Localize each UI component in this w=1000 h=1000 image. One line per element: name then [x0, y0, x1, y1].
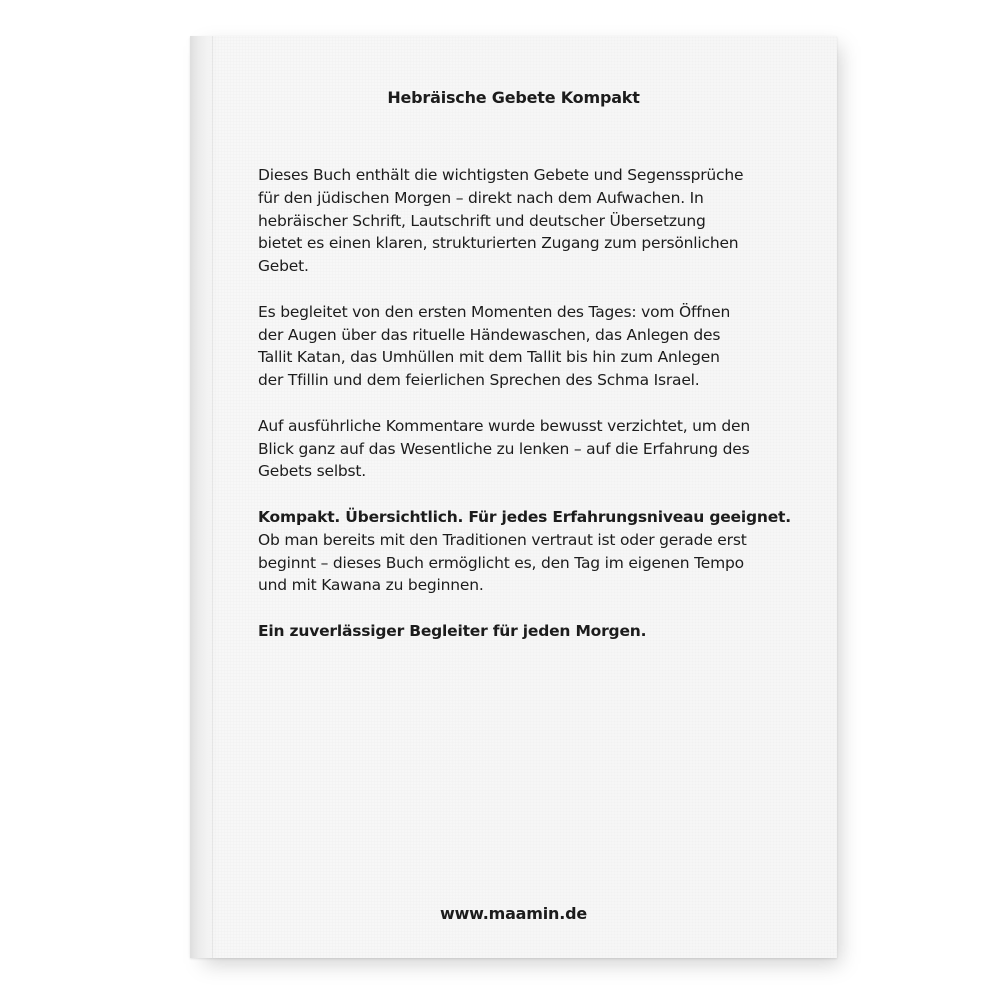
blurb-paragraph-1: [258, 164, 818, 278]
blurb-line: der Tfillin und dem feierlichen Sprechen des Schma Israel.: [258, 371, 700, 390]
blurb-line: Tallit Katan, das Umhüllen mit dem Tallit bis hin zum Anlegen: [258, 348, 720, 367]
blurb-text: [258, 164, 818, 666]
book-back-cover: [190, 36, 837, 958]
spine-crease-line: [212, 36, 213, 958]
blurb-line: Gebets selbst.: [258, 462, 367, 481]
blurb-paragraph-3: [258, 415, 818, 483]
blurb-line: Dieses Buch enthält die wichtigsten Gebete und Segenssprüche: [258, 166, 744, 184]
blurb-line: Es begleitet von den ersten Momenten des Tages: vom Öffnen: [258, 302, 731, 321]
blurb-line: der Augen über das rituelle Händewaschen, das Anlegen des: [258, 325, 721, 344]
blurb-paragraph-4: [258, 506, 818, 597]
blurb-closing-line: Ein zuverlässiger Begleiter für jeden Morgen.: [258, 621, 647, 640]
blurb-bold-heading: Kompakt. Übersichtlich. Für jedes Erfahrungsniveau geeignet.: [258, 507, 791, 526]
blurb-line: Blick ganz auf das Wesentliche zu lenken – auf die Erfahrung des: [258, 439, 750, 458]
blurb-line: hebräischer Schrift, Lautschrift und deutscher Übersetzung: [258, 211, 706, 230]
publisher-website: www.maamin.de: [440, 904, 587, 923]
blurb-line: beginnt – dieses Buch ermöglicht es, den Tag im eigenen Tempo: [258, 553, 744, 572]
blurb-paragraph-2: [258, 301, 818, 392]
blurb-line: Auf ausführliche Kommentare wurde bewusst verzichtet, um den: [258, 416, 751, 435]
blurb-closing: [258, 620, 818, 643]
book-title: Hebräische Gebete Kompakt: [387, 88, 640, 107]
blurb-line: und mit Kawana zu beginnen.: [258, 576, 484, 595]
blurb-line: für den jüdischen Morgen – direkt nach dem Aufwachen. In: [258, 188, 704, 207]
blurb-line: Gebet.: [258, 257, 309, 276]
blurb-line: bietet es einen klaren, strukturierten Zugang zum persönlichen: [258, 234, 739, 253]
blurb-line: Ob man bereits mit den Traditionen vertraut ist oder gerade erst: [258, 530, 747, 549]
